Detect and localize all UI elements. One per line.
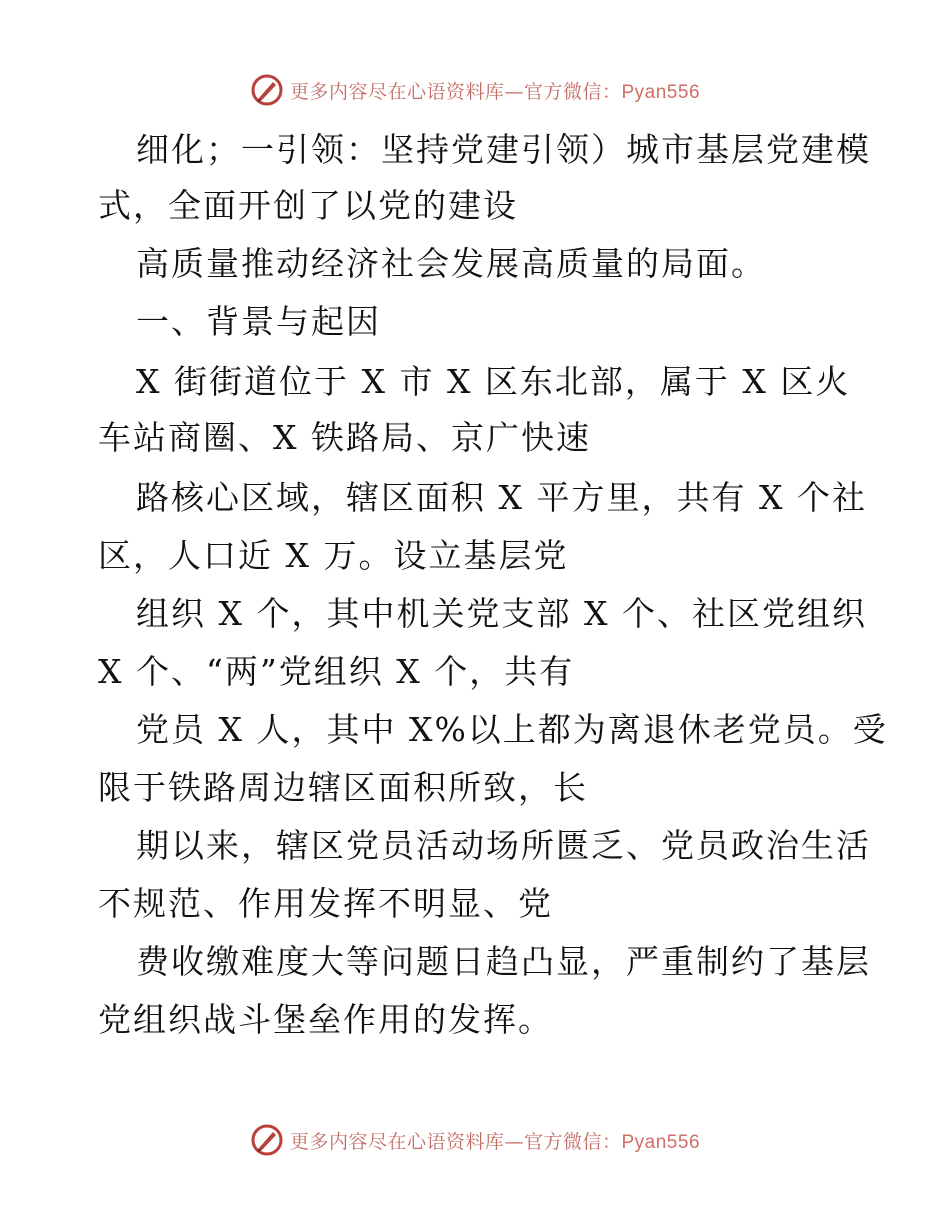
- text-line: 期以来，辖区党员活动场所匮乏、党员政治生活: [136, 826, 871, 865]
- header-watermark: [0, 70, 950, 110]
- text-line: 一、背景与起因: [136, 302, 381, 341]
- text-line: 党组织战斗堡垒作用的发挥。: [98, 1000, 553, 1039]
- text-line: X 街街道位于 X 市 X 区东北部，属于 X 区火: [136, 362, 851, 401]
- text-line: 细化；一引领：坚持党建引领）城市基层党建模: [136, 130, 871, 169]
- text-line: 组织 X 个，其中机关党支部 X 个、社区党组织: [136, 594, 867, 633]
- text-line: 费收缴难度大等问题日趋凸显，严重制约了基层: [136, 942, 871, 981]
- text-line: 党员 X 人，其中 X%以上都为离退休老党员。受: [136, 710, 888, 749]
- text-line: X 个、“两”党组织 X 个，共有: [98, 652, 575, 691]
- watermark-text: 更多内容尽在心语资料库—官方微信：Pyan556: [289, 1130, 701, 1153]
- text-line: 式，全面开创了以党的建设: [98, 186, 518, 225]
- text-line: 车站商圈、X 铁路局、京广快速: [98, 418, 591, 457]
- text-line: 限于铁路周边辖区面积所致，长: [98, 768, 588, 807]
- text-line: 高质量推动经济社会发展高质量的局面。: [136, 244, 766, 283]
- text-line: 路核心区域，辖区面积 X 平方里，共有 X 个社: [136, 478, 867, 517]
- pen-logo-icon: [250, 73, 284, 107]
- text-line: 区，人口近 X 万。设立基层党: [98, 536, 569, 575]
- pen-logo-icon: [250, 1123, 284, 1157]
- watermark-text: 更多内容尽在心语资料库—官方微信：Pyan556: [289, 80, 701, 103]
- footer-watermark: [0, 1120, 950, 1160]
- text-line: 不规范、作用发挥不明显、党: [98, 884, 553, 923]
